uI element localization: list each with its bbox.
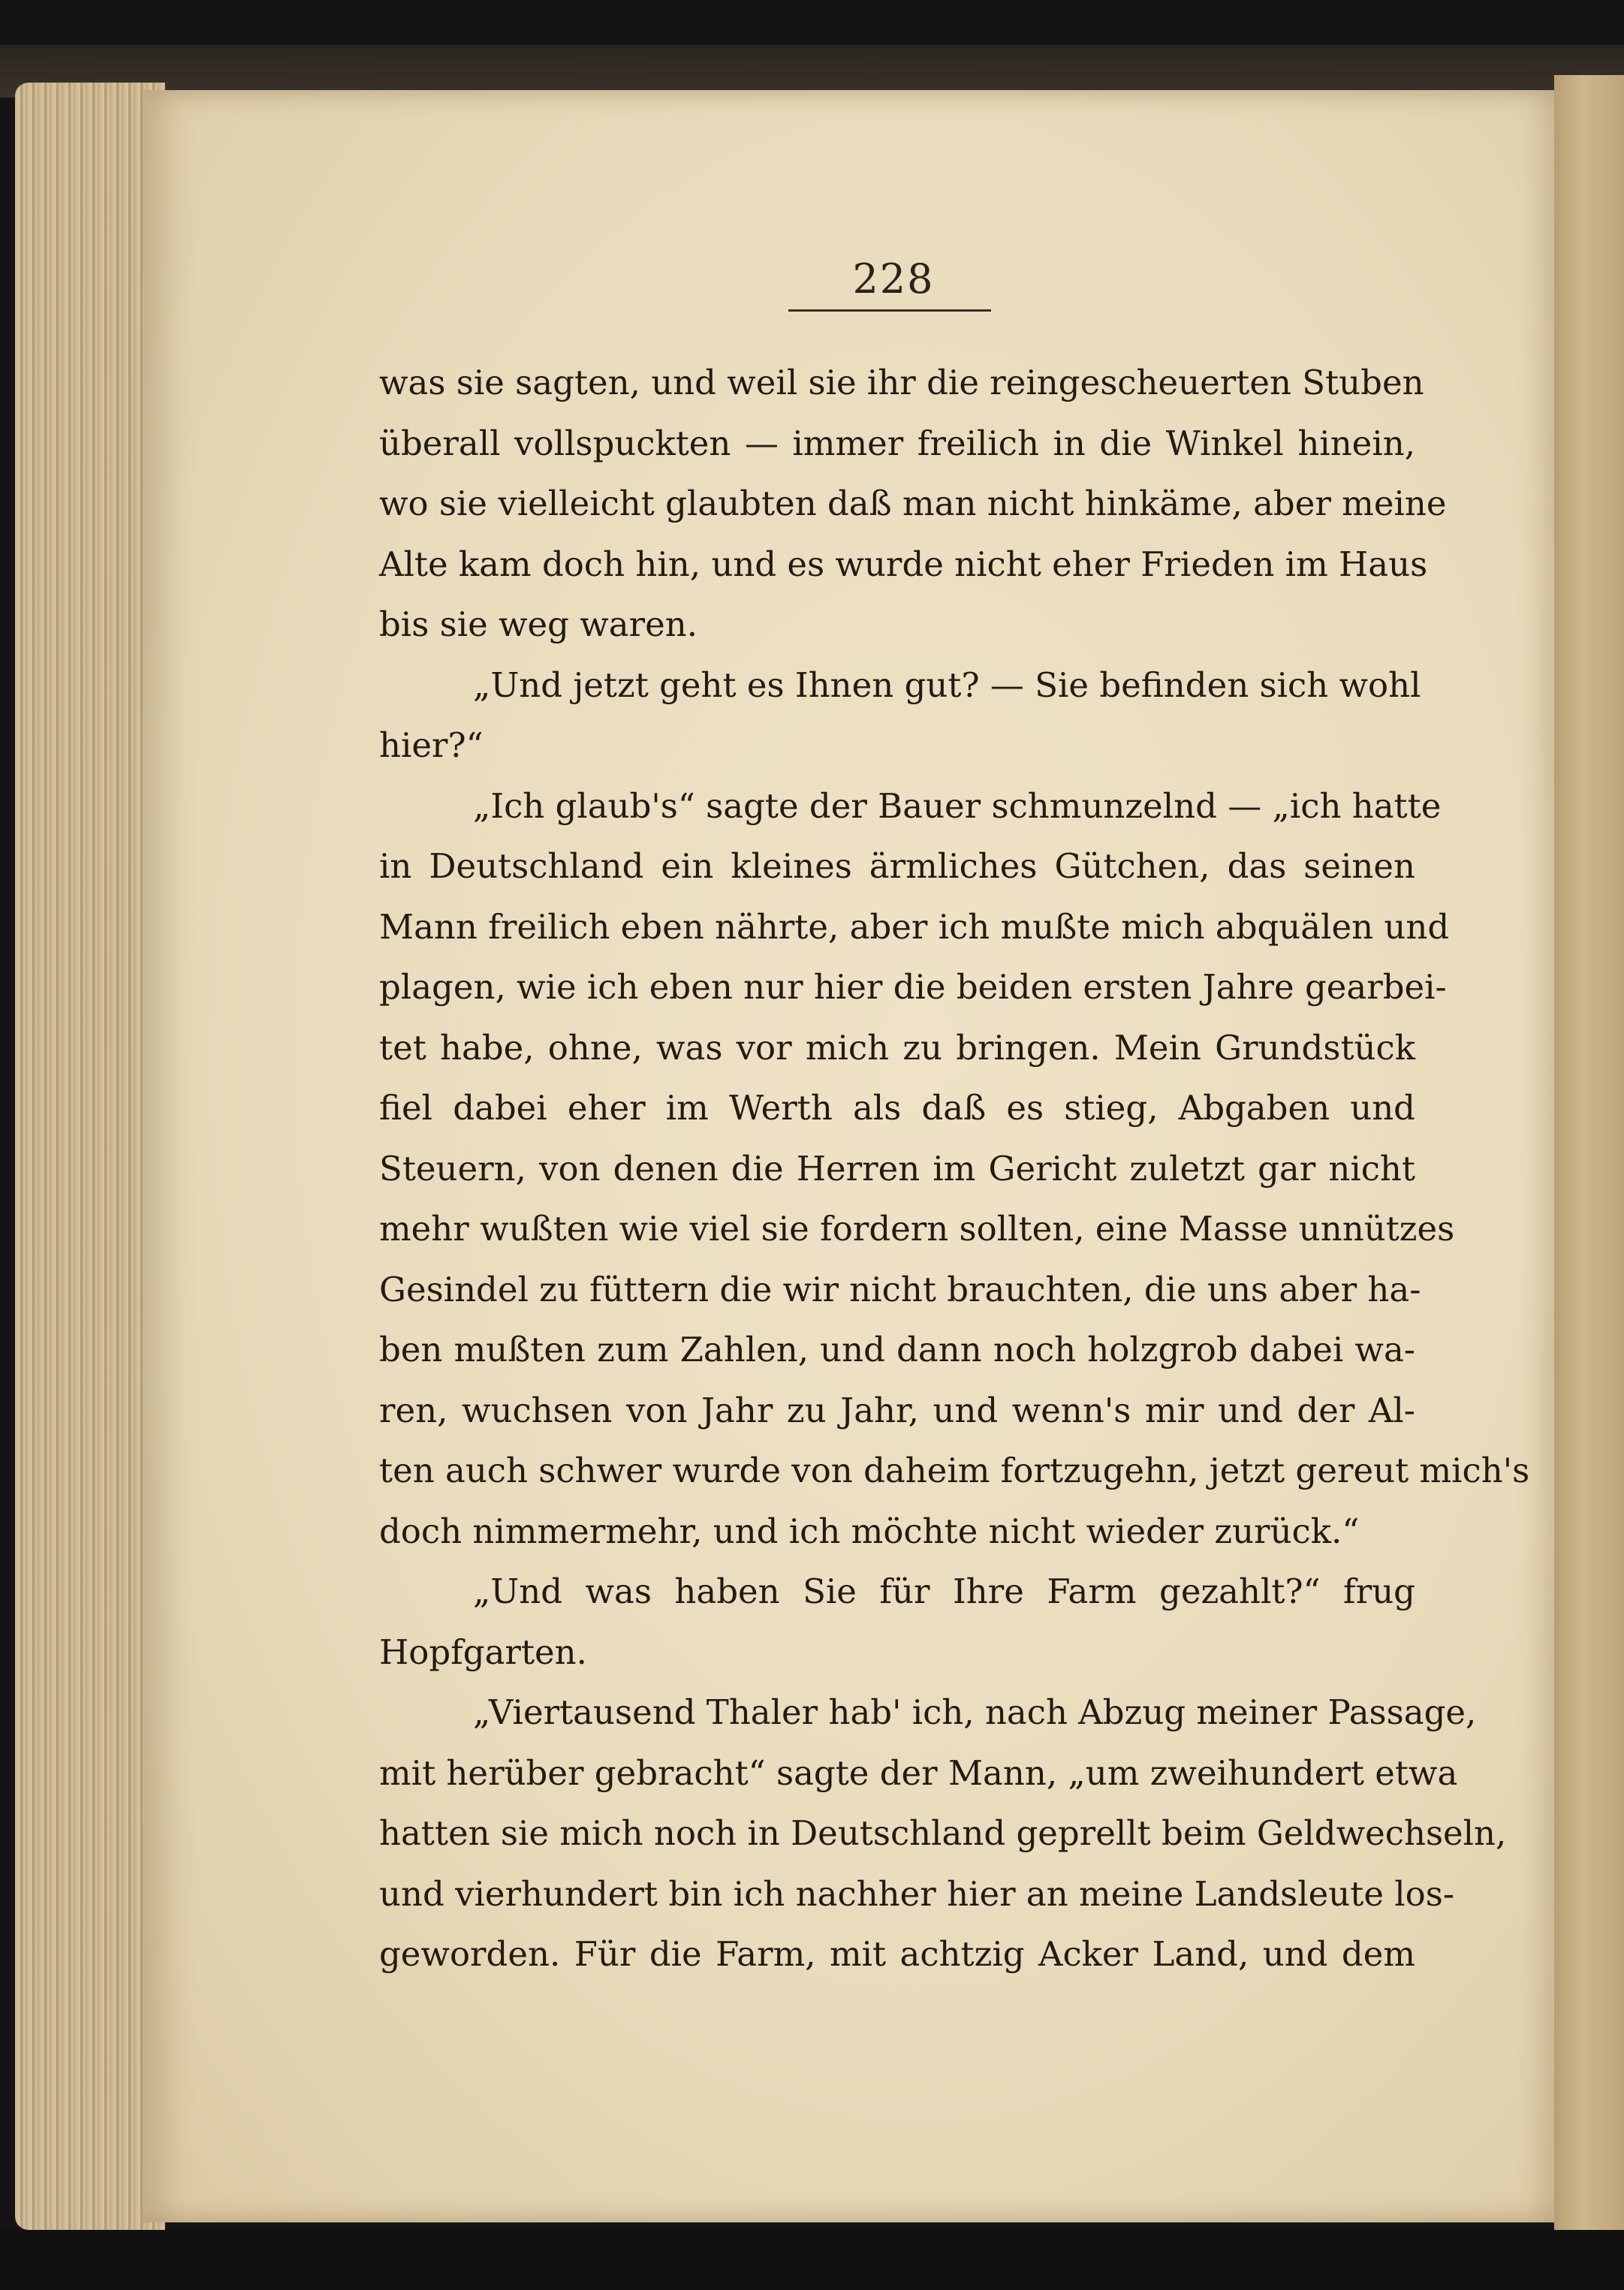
text-line: ren, wuchsen von Jahr zu Jahr, und wenn's mir und der Al-: [379, 1390, 1415, 1430]
text-line: geworden. Für die Farm, mit achtzig Acker Land, und dem: [379, 1934, 1415, 1974]
text-line: mehr wußten wie viel sie fordern sollten, eine Masse unnützes: [379, 1209, 1455, 1249]
text-line: bis sie weg waren.: [379, 604, 698, 644]
text-line: hatten sie mich noch in Deutschland geprellt beim Geldwechseln,: [379, 1813, 1507, 1853]
text-line: Alte kam doch hin, und es wurde nicht eher Frieden im Haus: [379, 544, 1428, 584]
text-line: wo sie vielleicht glaubten daß man nicht hinkäme, aber meine: [379, 484, 1447, 523]
text-line: doch nimmermehr, und ich möchte nicht wieder zurück.“: [379, 1511, 1360, 1551]
facing-page-edge: [1554, 75, 1624, 2237]
text-line: Steuern, von denen die Herren im Gericht zuletzt gar nicht: [379, 1148, 1415, 1189]
text-line: ben mußten zum Zahlen, und dann noch holzgrob dabei wa-: [379, 1330, 1415, 1369]
text-line: „Ich glaub's“ sagte der Bauer schmunzelnd — „ich hatte: [473, 785, 1442, 826]
text-line: „Und was haben Sie für Ihre Farm gezahlt?“ frug: [473, 1571, 1415, 1611]
text-line: in Deutschland ein kleines ärmliches Gütchen, das seinen: [379, 846, 1415, 886]
text-line: ten auch schwer wurde von daheim fortzugehn, jetzt gereut mich's: [379, 1451, 1530, 1490]
text-line: tet habe, ohne, was vor mich zu bringen. Mein Grundstück: [379, 1027, 1415, 1068]
text-line: „Viertausend Thaler hab' ich, nach Abzug meiner Passage,: [473, 1692, 1477, 1732]
text-line: Mann freilich eben nährte, aber ich mußte mich abquälen und: [379, 906, 1450, 947]
text-line: was sie sagten, und weil sie ihr die reingescheuerten Stuben: [379, 363, 1424, 402]
text-line: „Und jetzt geht es Ihnen gut? — Sie befinden sich wohl: [473, 664, 1421, 705]
text-line: plagen, wie ich eben nur hier die beiden ersten Jahre gearbei-: [379, 967, 1447, 1007]
text-line: und vierhundert bin ich nachher hier an meine Landsleute los-: [379, 1873, 1455, 1914]
text-line: mit herüber gebracht“ sagte der Mann, „um zweihundert etwa: [379, 1752, 1458, 1793]
body-text: [379, 353, 1530, 1985]
page-number: 228: [852, 255, 935, 303]
text-line: Hopfgarten.: [379, 1632, 587, 1672]
scan-bottom-edge: [0, 2230, 1624, 2290]
header-rule: [788, 309, 991, 312]
text-line: Gesindel zu füttern die wir nicht brauchten, die uns aber ha-: [379, 1269, 1421, 1309]
text-line: überall vollspuckten — immer freilich in die Winkel hinein,: [379, 423, 1415, 463]
text-line: fiel dabei eher im Werth als daß es stieg, Abgaben und: [379, 1088, 1415, 1128]
text-line: hier?“: [379, 725, 484, 765]
